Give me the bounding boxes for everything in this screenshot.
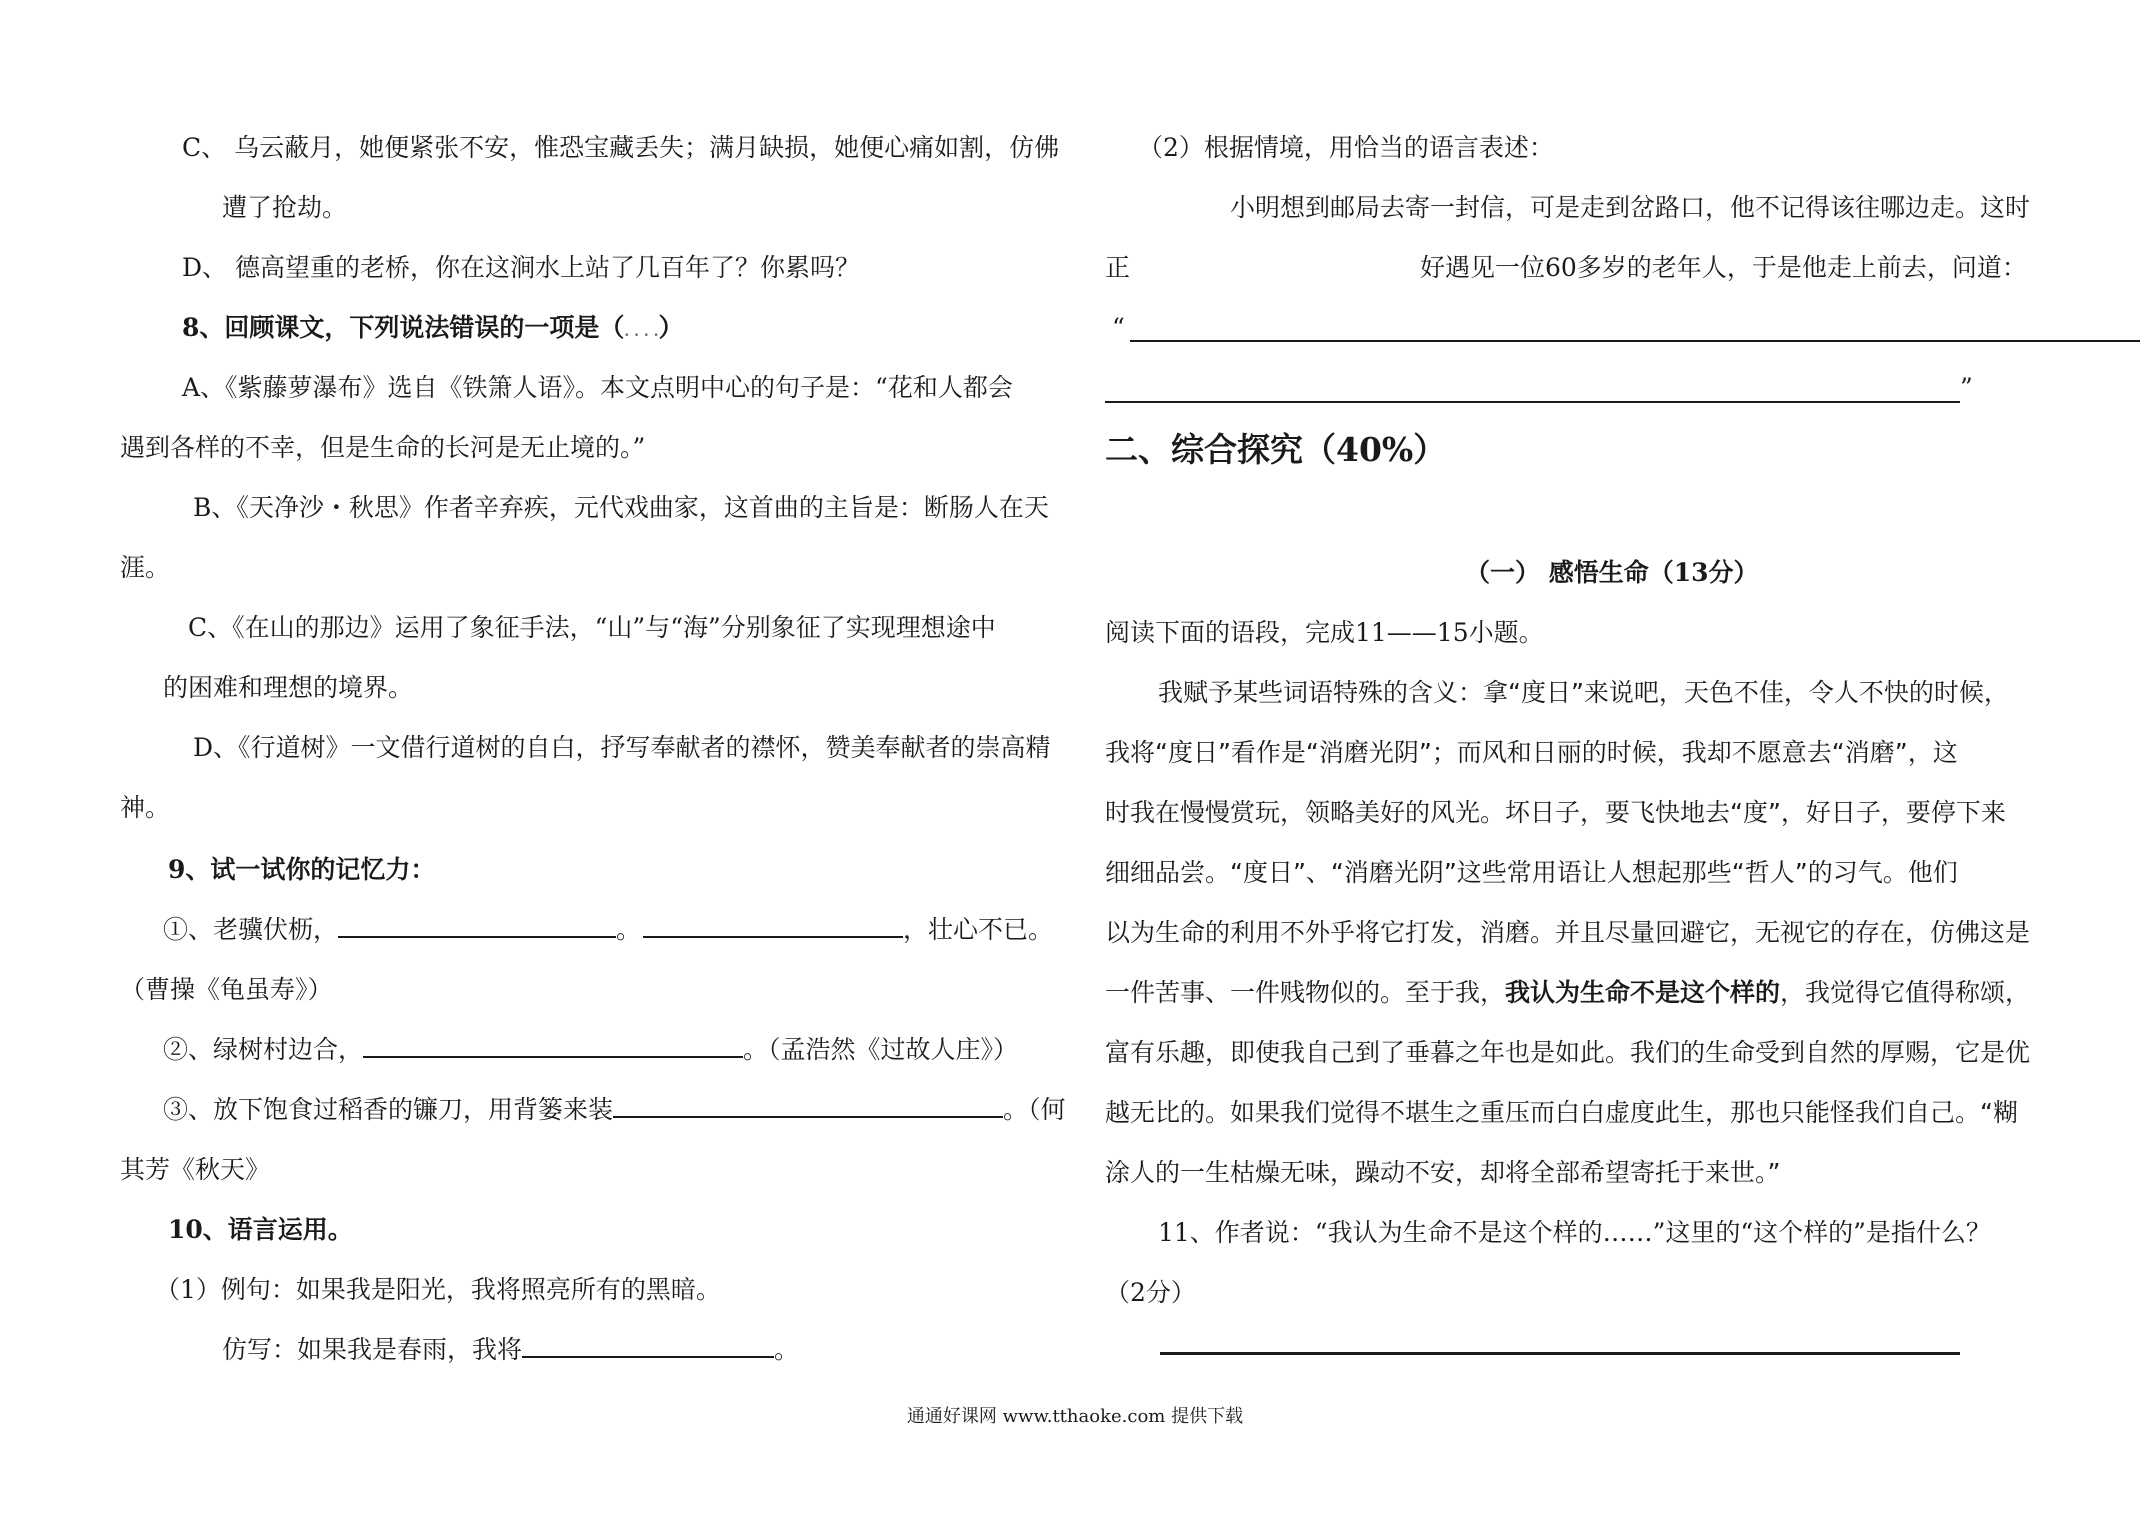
q7-option-d: D、 德高望重的老桥，你在这涧水上站了几百年了？你累吗？: [182, 253, 860, 282]
part1-instruction: 阅读下面的语段，完成11——15小题。: [1105, 618, 1544, 647]
q10-part2-scenario-line2a: 正: [1105, 253, 1131, 282]
q10-part2-answer-line2[interactable]: [1105, 401, 1960, 403]
q8-stem-close: ）: [658, 313, 684, 342]
q10-stem: 10、语言运用。: [168, 1215, 353, 1244]
passage-line-9: 涂人的一生枯燥无味，躁动不安，却将全部希望寄托于来世。”: [1105, 1158, 1781, 1187]
passage-line-6: [1105, 975, 2030, 1011]
q8-stem: [182, 310, 684, 350]
q8-stem-dots: . . . .: [624, 324, 659, 340]
q9-stem: 9、试一试你的记忆力：: [168, 855, 436, 884]
passage-line-5: 以为生命的利用不外乎将它打发，消磨。并且尽量回避它，无视它的存在，仿佛这是: [1105, 918, 2031, 947]
q9-item2-end: 。（孟浩然《过故人庄》）: [743, 1035, 1019, 1064]
q10-part2-scenario-line2b: 好遇见一位60多岁的老年人，于是他走上前去，问道：: [1420, 253, 2027, 282]
q9-item1-mid: 。: [616, 915, 642, 944]
q9-item1-blank1[interactable]: [338, 912, 616, 938]
q10-part2-scenario-line1: 小明想到邮局去寄一封信，可是走到岔路口，他不记得该往哪边走。这时: [1230, 193, 2031, 222]
q10-part2-stem: （2）根据情境，用恰当的语言表述：: [1138, 133, 1554, 162]
q9-item1-end: ，壮心不已。: [903, 915, 1054, 944]
q10-imitate-blank[interactable]: [522, 1332, 774, 1358]
q10-part2-open-quote: “: [1112, 313, 1125, 342]
q10-imitate-start: 仿写：如果我是春雨，我将: [222, 1335, 523, 1364]
passage-line-7: 富有乐趣，即使我自己到了垂暮之年也是如此。我们的生命受到自然的厚赐，它是优: [1105, 1038, 2031, 1067]
q9-item1-source: （曹操《龟虽寿》）: [120, 975, 333, 1004]
q11-stem-line1: 11、作者说：“我认为生命不是这个样的……”这里的“这个样的”是指什么？: [1158, 1218, 1991, 1247]
passage-line-1: 我赋予某些词语特殊的含义：拿“度日”来说吧，天色不佳，令人不快的时候，: [1158, 678, 2009, 707]
q10-part1-example: （1）例句：如果我是阳光，我将照亮所有的黑暗。: [155, 1275, 721, 1304]
q8-stem-text: 8、回顾课文，下列说法错误的一项是（: [182, 313, 625, 342]
q10-part1-imitate: [222, 1332, 799, 1368]
passage-line-6-start: 一件苦事、一件贱物似的。至于我，: [1105, 978, 1506, 1007]
q9-item3: [163, 1092, 1066, 1128]
q8-option-a-line2: 遇到各样的不幸，但是生命的长河是无止境的。”: [120, 433, 646, 462]
q10-imitate-end: 。: [774, 1335, 800, 1364]
q7-option-c-line2: 遭了抢劫。: [222, 193, 348, 222]
q9-item2-start: ②、绿树村边合，: [163, 1035, 364, 1064]
q7-option-c-line1: C、 乌云蔽月，她便紧张不安，惟恐宝藏丢失；满月缺损，她便心痛如割，仿佛: [182, 133, 1060, 162]
passage-line-4: 细细品尝。“度日”、“消磨光阴”这些常用语让人想起那些“哲人”的习气。他们: [1105, 858, 1958, 887]
passage-line-6-end: ，我觉得它值得称颂，: [1780, 978, 2031, 1007]
passage-key-phrase: 我认为生命不是这个样的: [1505, 978, 1781, 1007]
q9-item1: [163, 912, 1053, 948]
q9-item3-end: 。（何: [1003, 1095, 1066, 1124]
page-footer: 通通好课网 www.tthaoke.com 提供下载: [906, 1406, 1244, 1427]
q9-item1-blank2[interactable]: [643, 912, 903, 938]
q8-option-c-line1: C、《在山的那边》运用了象征手法，“山”与“海”分别象征了实现理想途中: [188, 613, 996, 642]
q9-item3-blank[interactable]: [613, 1092, 1003, 1118]
q9-item3-start: ③、放下饱食过稻香的镰刀，用背篓来装: [163, 1095, 614, 1124]
q10-part2-close-quote: ”: [1960, 373, 1973, 402]
q10-part2-answer-line1[interactable]: [1130, 340, 2140, 342]
passage-line-8: 越无比的。如果我们觉得不堪生之重压而白白虚度此生，那也只能怪我们自己。“糊: [1105, 1098, 2018, 1127]
q9-item3-source: 其芳《秋天》: [120, 1155, 271, 1184]
q8-option-b-line2: 涯。: [120, 553, 171, 582]
q8-option-d-line2: 神。: [120, 793, 171, 822]
q9-item2: [163, 1032, 1018, 1068]
passage-line-3: 时我在慢慢赏玩，领略美好的风光。坏日子，要飞快地去“度”，好日子，要停下来: [1105, 798, 2006, 827]
q9-item2-blank[interactable]: [363, 1032, 743, 1058]
q11-stem-line2: （2分）: [1105, 1278, 1196, 1307]
q11-answer-line[interactable]: [1160, 1352, 1960, 1355]
q8-option-c-line2: 的困难和理想的境界。: [163, 673, 414, 702]
q8-option-a-line1: A、《紫藤萝瀑布》选自《铁箫人语》。本文点明中心的句子是：“花和人都会: [182, 373, 1013, 402]
q8-option-b-line1: B、《天净沙・秋思》作者辛弃疾，元代戏曲家，这首曲的主旨是：断肠人在天: [193, 493, 1049, 522]
q9-item1-start: ①、老骥伏枥，: [163, 915, 339, 944]
section-2-title: 二、综合探究（40%）: [1105, 430, 1447, 469]
part1-title: （一） 感悟生命（13分）: [1465, 558, 1759, 587]
q8-option-d-line1: D、《行道树》一文借行道树的自白，抒写奉献者的襟怀，赞美奉献者的崇高精: [193, 733, 1051, 762]
passage-line-2: 我将“度日”看作是“消磨光阴”；而风和日丽的时候，我却不愿意去“消磨”，这: [1105, 738, 1958, 767]
